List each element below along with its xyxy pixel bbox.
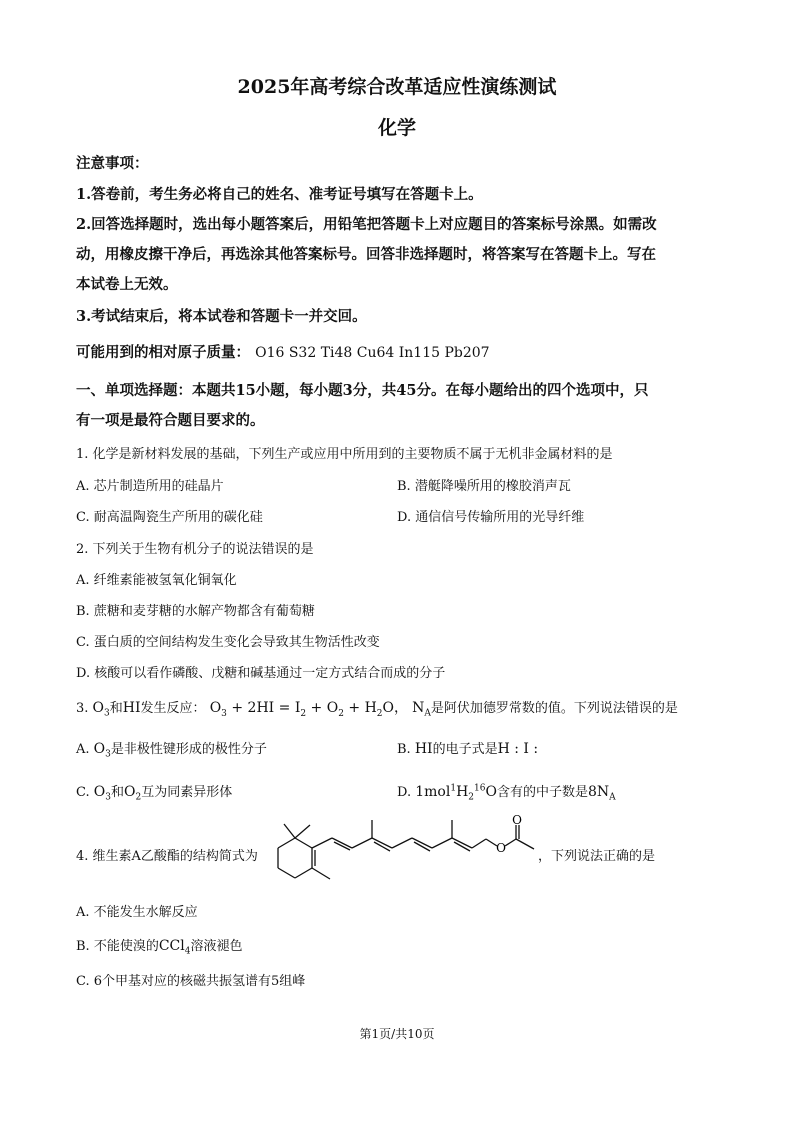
atomic-mass-line <box>76 341 490 362</box>
note-line: 3.考试结束后，将本试卷和答题卡一并交回。 <box>76 308 367 325</box>
q3-option-c: C. $O_3$和$O_2$互为同素异形体 <box>76 784 233 803</box>
page-footer: 第1页/共10页 <box>359 1027 435 1041</box>
atomic-mass-label: 可能用到的相对原子质量： <box>76 344 250 361</box>
q1-option-c: C. 耐高温陶瓷生产所用的碳化硅 <box>76 510 263 525</box>
vitamin-a-acetate-structure <box>270 815 538 891</box>
q2-stem: 2. 下列关于生物有机分子的说法错误的是 <box>76 542 314 557</box>
q4-option-b: B. 不能使溴的CCl$_4$溶液褪色 <box>76 938 243 957</box>
note-line: 动，用橡皮擦干净后，再选涂其他答案标号。回答非选择题时，将答案写在答题卡上。写在 <box>76 246 656 263</box>
carbonyl-oxygen-label: O <box>512 815 522 827</box>
q3-option-d: D. $1mol^1H_2^{16}O$含有的中子数是$8N_A$ <box>397 783 616 803</box>
section-heading-cont: 有一项是最符合题目要求的。 <box>76 412 265 429</box>
q1-option-b: B. 潜艇降噪所用的橡胶消声瓦 <box>397 479 571 494</box>
exam-title: 2025年高考综合改革适应性演练测试 <box>237 76 557 98</box>
q4-option-c: C. 6个甲基对应的核磁共振氢谱有5组峰 <box>76 974 306 989</box>
note-line: 1.答卷前，考生务必将自己的姓名、准考证号填写在答题卡上。 <box>76 186 483 203</box>
q3-stem: 3. $O_3$和HI发生反应： $O_3 + 2HI = I_2 + O_2 + H_2O$， $N_A$是阿伏加德罗常数的值。下列说法错误的是 <box>76 700 678 719</box>
section-heading: 一、单项选择题：本题共15小题，每小题3分，共45分。在每小题给出的四个选项中，只 <box>76 382 649 399</box>
atomic-mass-values: O16 S32 Ti48 Cu64 In115 Pb207 <box>255 345 490 361</box>
q3-equation: $O_3 + 2HI = I_2 + O_2 + H_2O$， <box>209 700 409 719</box>
q4-stem-pre: 4. 维生素A乙酸酯的结构简式为 <box>76 849 258 864</box>
q2-option-c: C. 蛋白质的空间结构发生变化会导致其生物活性改变 <box>76 635 380 650</box>
q2-option-d: D. 核酸可以看作磷酸、戊糖和碱基通过一定方式结合而成的分子 <box>76 666 446 681</box>
notes-heading: 注意事项： <box>76 155 149 172</box>
q1-option-a: A. 芯片制造所用的硅晶片 <box>76 479 224 494</box>
q4-stem-post: ，下列说法正确的是 <box>538 849 656 864</box>
q3-option-b: B. HI的电子式是H : I : <box>397 741 539 757</box>
subject-title: 化学 <box>377 117 416 139</box>
note-line: 2.回答选择题时，选出每小题答案后，用铅笔把答题卡上对应题目的答案标号涂黑。如需改 <box>76 216 657 233</box>
q2-option-a: A. 纤维素能被氢氧化铜氧化 <box>76 573 237 588</box>
ester-oxygen-label: O <box>496 841 506 855</box>
q3-option-a: A. $O_3$是非极性键形成的极性分子 <box>76 741 267 760</box>
q1-stem: 1. 化学是新材料发展的基础，下列生产或应用中所用到的主要物质不属于无机非金属材料的是 <box>76 447 613 462</box>
q1-option-d: D. 通信信号传输所用的光导纤维 <box>397 510 585 525</box>
electron-formula: H : I : <box>497 741 539 757</box>
q2-option-b: B. 蔗糖和麦芽糖的水解产物都含有葡萄糖 <box>76 604 315 619</box>
q4-option-a: A. 不能发生水解反应 <box>76 905 198 920</box>
note-line: 本试卷上无效。 <box>76 276 178 293</box>
